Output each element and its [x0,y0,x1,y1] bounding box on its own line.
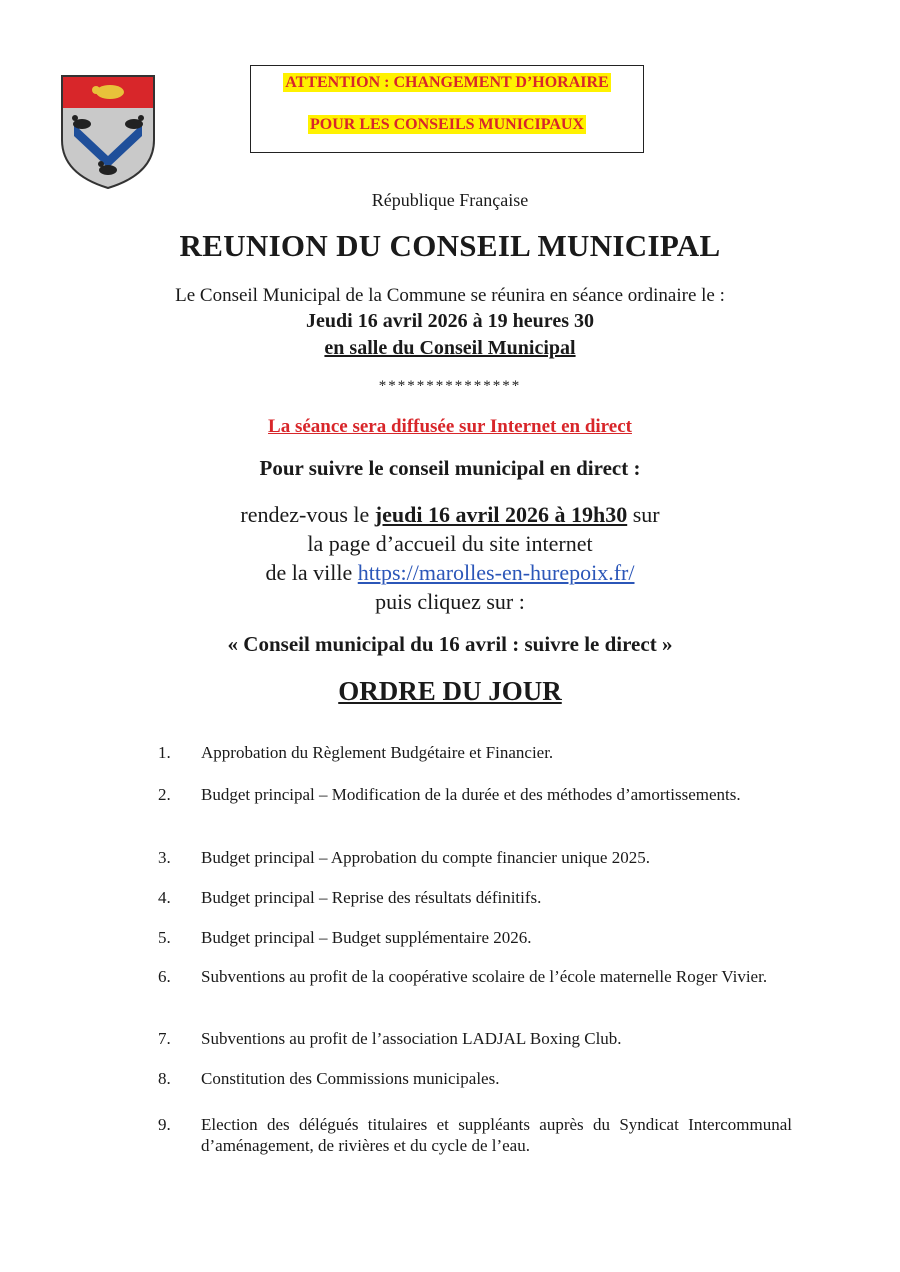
agenda-item-number: 1. [158,743,171,762]
agenda-item-number: 6. [158,967,171,986]
banner-line-2: POUR LES CONSEILS MUNICIPAUX [310,116,584,133]
agenda-item-text: Budget principal – Reprise des résultats définitifs. [201,888,542,907]
broadcast-quote: « Conseil municipal du 16 avril : suivre le direct » [227,632,673,656]
page-title: REUNION DU CONSEIL MUNICIPAL [179,228,721,263]
intro-text: Le Conseil Municipal de la Commune se réunira en séance ordinaire le : [175,285,725,306]
attention-banner [250,65,644,153]
meeting-date: Jeudi 16 avril 2026 à 19 heures 30 [306,310,594,332]
rdv-line-4: puis cliquez sur : [375,589,525,614]
broadcast-heading: Pour suivre le conseil municipal en direct : [259,456,641,480]
coat-of-arms-icon [60,74,156,190]
agenda-item-number: 2. [158,785,171,804]
broadcast-instructions [0,500,900,616]
agenda-item-text: Election des délégués titulaires et suppléants auprès du Syndicat Intercommunal d’aménagement, de rivières et du cycle de l’eau. [201,1115,792,1155]
agenda-item-number: 7. [158,1029,171,1048]
separator-stars: *************** [378,378,522,394]
agenda-item-text: Budget principal – Budget supplémentaire 2026. [201,928,532,947]
meeting-location: en salle du Conseil Municipal [324,337,576,359]
agenda-item-text: Budget principal – Approbation du compte financier unique 2025. [201,848,650,867]
agenda-item-text: Subventions au profit de l’association LADJAL Boxing Club. [201,1029,622,1048]
agenda-item-number: 3. [158,848,171,867]
rdv-prefix: rendez-vous le [240,502,375,527]
agenda-item-number: 9. [158,1115,171,1134]
agenda-item-number: 8. [158,1069,171,1088]
broadcast-notice: La séance sera diffusée sur Internet en direct [268,416,632,437]
agenda-item-number: 4. [158,888,171,907]
agenda-item-text: Constitution des Commissions municipales. [201,1069,500,1088]
agenda-item-text: Budget principal – Modification de la durée et des méthodes d’amortissements. [201,785,741,804]
agenda-title: ORDRE DU JOUR [338,676,562,706]
agenda-item-number: 5. [158,928,171,947]
banner-line-1: ATTENTION : CHANGEMENT D’HORAIRE [285,74,609,91]
agenda-item-text: Approbation du Règlement Budgétaire et Financier. [201,743,554,762]
agenda-item-text: Subventions au profit de la coopérative scolaire de l’école maternelle Roger Vivier. [201,967,768,986]
rdv-date: jeudi 16 avril 2026 à 19h30 [374,502,628,527]
rdv-line-3-prefix: de la ville [265,560,358,585]
website-link[interactable]: https://marolles-en-hurepoix.fr/ [357,560,635,585]
rdv-line-2: la page d’accueil du site internet [307,531,593,556]
republique-label: République Française [371,190,529,210]
rdv-suffix: sur [627,502,660,527]
